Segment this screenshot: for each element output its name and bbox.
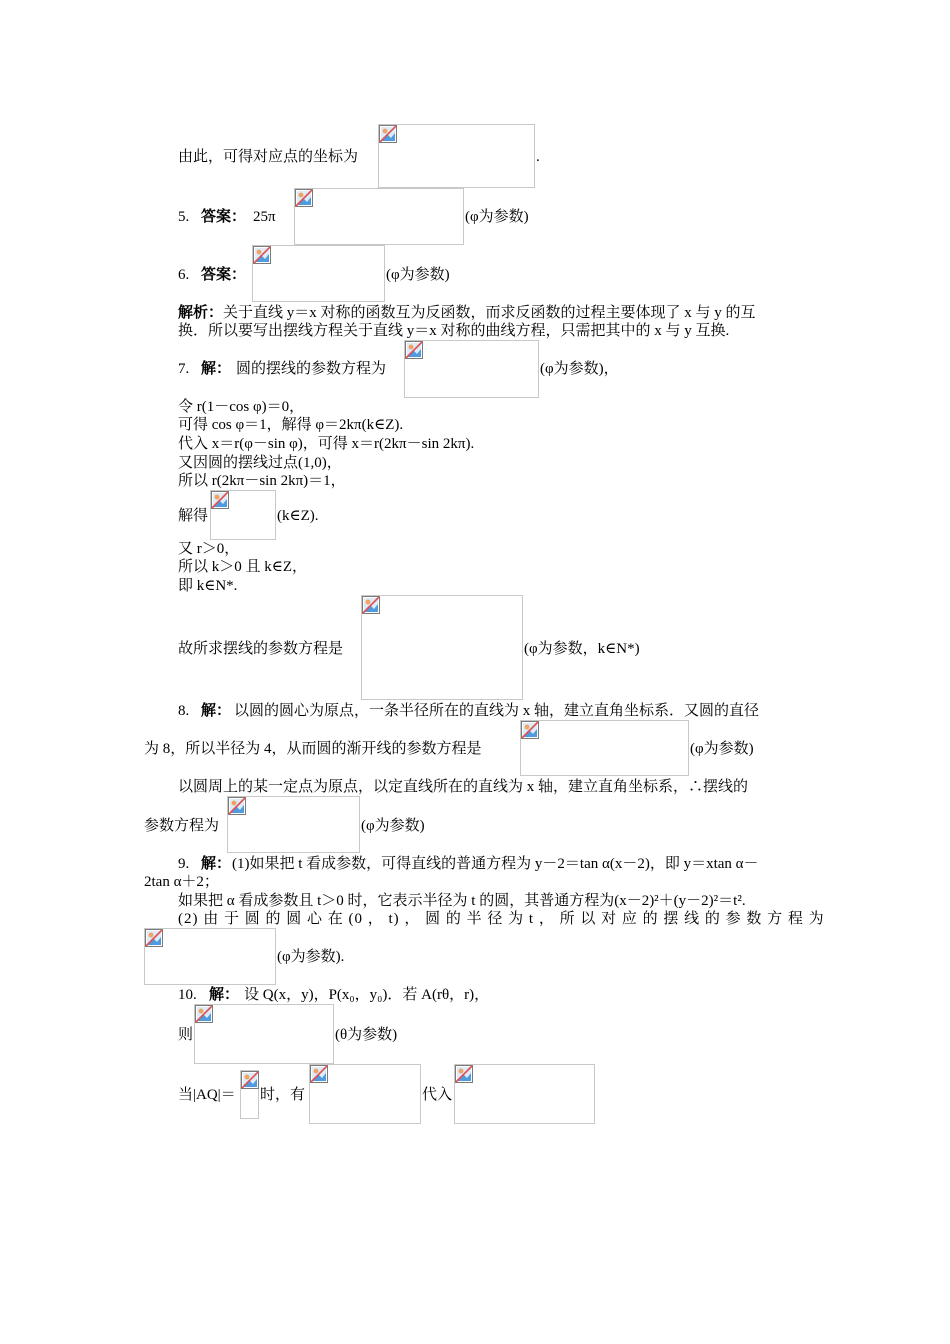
text-line: (φ为参数) xyxy=(690,741,754,757)
text-line: . xyxy=(536,149,540,165)
item-number: 8. xyxy=(178,703,190,719)
answer-label: 答案： xyxy=(201,209,247,225)
text-line: (1)如果把 t 看成参数，可得直线的普通方程为 y－2＝tan α(x－2)，即 y＝xtan α－ xyxy=(232,856,759,872)
broken-image-icon xyxy=(455,1065,473,1083)
item-number: 9. xyxy=(178,856,190,872)
text-line: 即 k∈N*. xyxy=(178,578,238,594)
broken-image-icon xyxy=(241,1071,259,1089)
text-line: (φ为参数) xyxy=(361,818,425,834)
text-line: 圆的摆线的参数方程为 xyxy=(236,361,387,377)
formula-image-placeholder xyxy=(194,1004,334,1064)
text-line: 以圆的圆心为原点，一条半径所在的直线为 x 轴，建立直角坐标系．又圆的直径 xyxy=(234,703,760,719)
solution-label: 解： xyxy=(201,856,232,872)
formula-image-placeholder xyxy=(294,188,464,245)
formula-image-placeholder xyxy=(361,595,523,700)
text-line: 为 8，所以半径为 4，从而圆的渐开线的参数方程是 xyxy=(144,741,482,757)
broken-image-icon xyxy=(310,1065,328,1083)
broken-image-icon xyxy=(379,125,397,143)
item-number: 10. xyxy=(178,987,197,1003)
item-number: 6. xyxy=(178,267,190,283)
text-line: 当|AQ|＝ xyxy=(178,1087,236,1103)
broken-image-icon xyxy=(253,246,271,264)
text-line: 解得 xyxy=(178,508,209,524)
text-line: (φ为参数) xyxy=(386,267,450,283)
text-line: 参数方程为 xyxy=(144,818,220,834)
text-line: 又因圆的摆线过点(1,0)， xyxy=(178,455,342,471)
text-line: 换．所以要写出摆线方程关于直线 y＝x 对称的曲线方程，只需把其中的 x 与 y 互换. xyxy=(178,323,730,339)
text-line: 代入 xyxy=(422,1087,453,1103)
broken-image-icon xyxy=(211,491,229,509)
text-line: 所以 k＞0 且 k∈Z， xyxy=(178,559,308,575)
broken-image-icon xyxy=(295,189,313,207)
formula-image-placeholder xyxy=(378,124,535,188)
broken-image-icon xyxy=(521,721,539,739)
solution-label: 解： xyxy=(201,361,232,377)
text-line: 时，有 xyxy=(260,1087,306,1103)
text-line: 则 xyxy=(178,1027,194,1043)
text-line: 25π xyxy=(253,209,276,225)
text-line: 故所求摆线的参数方程是 xyxy=(178,641,344,657)
text-line: (φ为参数) xyxy=(465,209,529,225)
answer-label: 答案： xyxy=(201,267,247,283)
text-line: 所以 r(2kπ－sin 2kπ)＝1， xyxy=(178,473,346,489)
text-line: (φ为参数). xyxy=(277,949,345,965)
text-line: 以圆周上的某一定点为原点，以定直线所在的直线为 x 轴，建立直角坐标系，∴摆线的 xyxy=(178,779,749,795)
formula-image-placeholder xyxy=(309,1064,421,1124)
formula-image-placeholder xyxy=(520,720,689,776)
text-line: 如果把 α 看成参数且 t＞0 时，它表示半径为 t 的圆，其普通方程为(x－2)²＋(y－2)²＝t². xyxy=(178,893,746,909)
item-number: 5. xyxy=(178,209,190,225)
solution-label: 解： xyxy=(209,987,240,1003)
text-line: 可得 cos φ＝1，解得 φ＝2kπ(k∈Z). xyxy=(178,417,404,433)
text-line: 又 r＞0， xyxy=(178,541,240,557)
broken-image-icon xyxy=(145,929,163,947)
text-line: (k∈Z). xyxy=(277,508,319,524)
text-line: 代入 x＝r(φ－sin φ)，可得 x＝r(2kπ－sin 2kπ). xyxy=(178,436,475,452)
text-line: 解析：关于直线 y＝x 对称的函数互为反函数，而求反函数的过程主要体现了 x 与 y 的互 xyxy=(178,305,756,321)
text-line: 由此，可得对应点的坐标为 xyxy=(178,149,359,165)
text-line: 2tan α＋2； xyxy=(144,874,219,890)
formula-image-placeholder xyxy=(252,245,385,302)
broken-image-icon xyxy=(362,596,380,614)
broken-image-icon xyxy=(228,797,246,815)
broken-image-icon xyxy=(195,1005,213,1023)
text-line: (2) 由 于 圆 的 圆 心 在 (0 ， t) ， 圆 的 半 径 为 t ， 所 以 对 应 的 摆 线 的 参 数 方 程 为 xyxy=(178,911,825,927)
text-line: 令 r(1－cos φ)＝0， xyxy=(178,399,305,415)
text-line: (φ为参数，k∈N*) xyxy=(524,641,640,657)
item-number: 7. xyxy=(178,361,190,377)
formula-image-placeholder xyxy=(227,796,360,853)
formula-image-placeholder xyxy=(144,928,276,985)
formula-image-placeholder xyxy=(454,1064,595,1124)
text-line: (φ为参数)， xyxy=(540,361,619,377)
broken-image-icon xyxy=(405,341,423,359)
formula-image-placeholder xyxy=(240,1070,259,1119)
solution-label: 解： xyxy=(201,703,232,719)
formula-image-placeholder xyxy=(404,340,539,398)
text-line: 设 Q(x，y)，P(x₀，y₀)．若 A(rθ，r)， xyxy=(244,987,490,1003)
formula-image-placeholder xyxy=(210,490,276,540)
text-line: (θ为参数) xyxy=(335,1027,398,1043)
